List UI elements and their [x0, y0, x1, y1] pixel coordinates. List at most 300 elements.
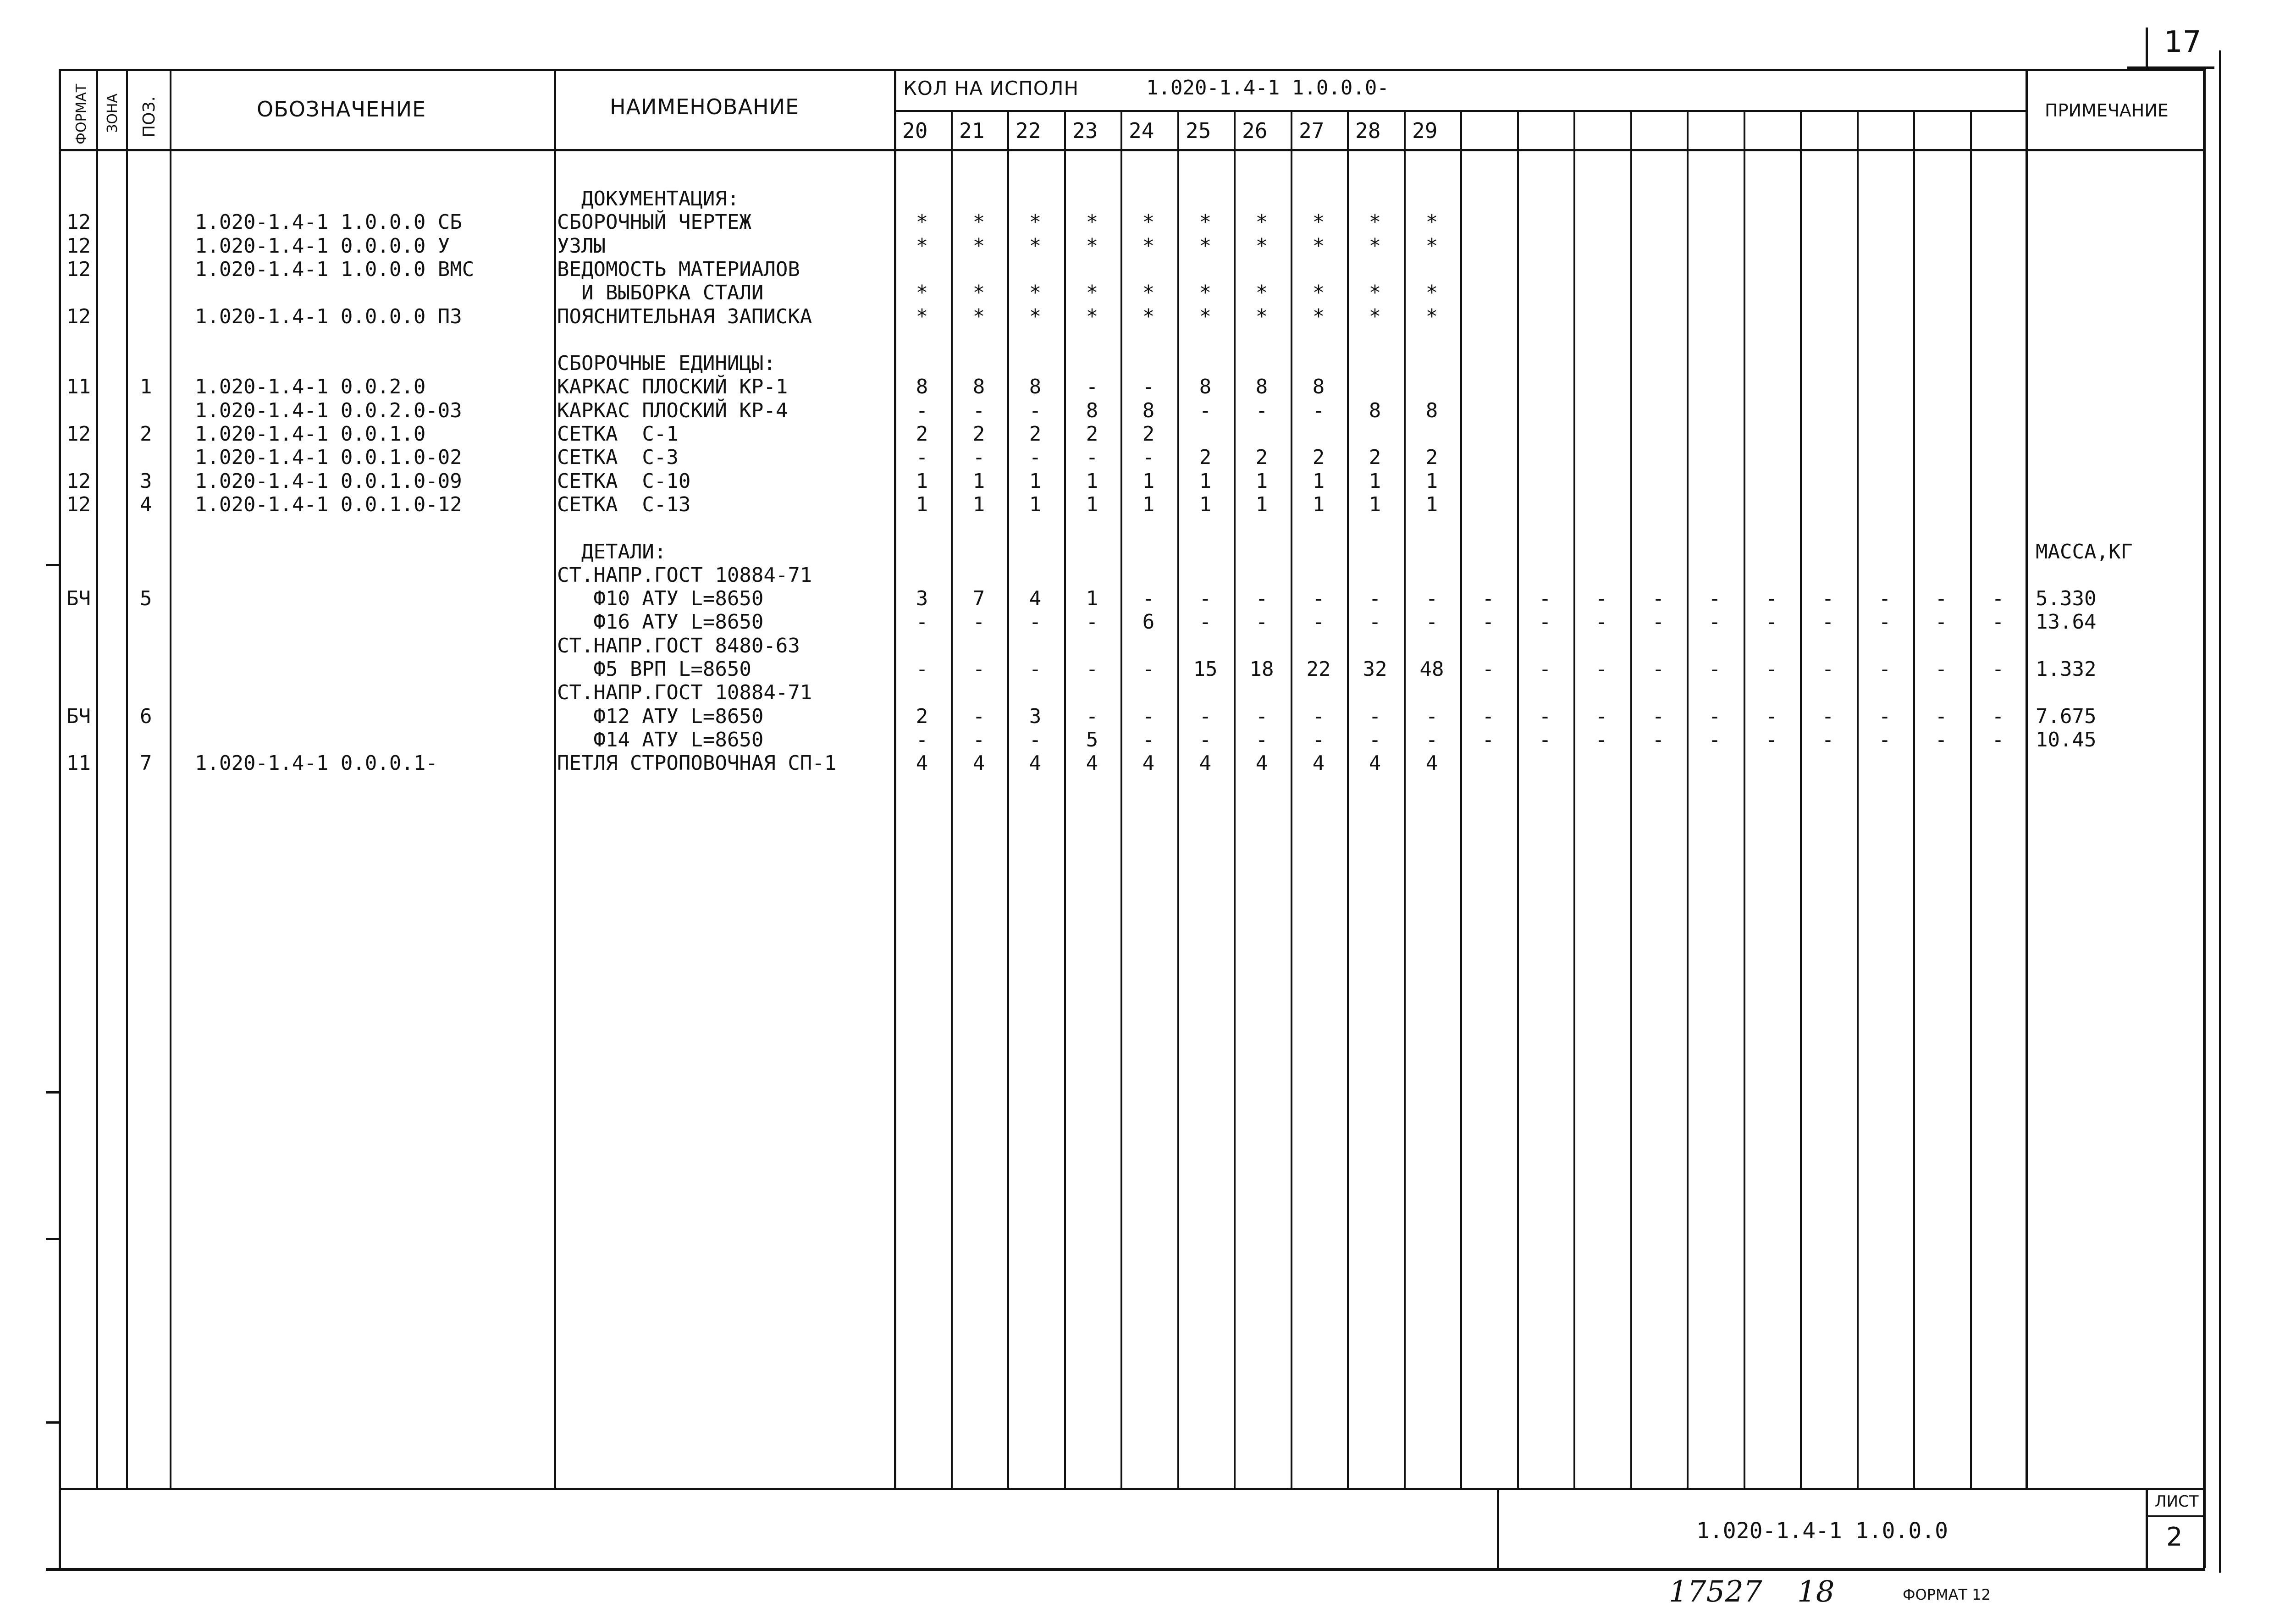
row-note: 13.64	[2036, 610, 2097, 634]
row-qty-cell: -	[1086, 705, 1098, 728]
row-qty-cell: -	[1595, 705, 1608, 728]
row-qty-cell: *	[1199, 305, 1212, 328]
row-name: Ф10 АТУ L=8650	[557, 587, 764, 610]
row-qty-cell: *	[1086, 234, 1098, 258]
row-qty-cell: -	[1992, 728, 2004, 751]
row-name: ПОЯСНИТЕЛЬНАЯ ЗАПИСКА	[557, 305, 812, 328]
row-name: СБОРОЧНЫЕ ЕДИНИЦЫ:	[557, 352, 776, 375]
row-position: 1	[140, 375, 152, 398]
row-qty-cell: -	[1029, 446, 1042, 469]
row-note: 1.332	[2036, 657, 2097, 681]
row-qty-cell: -	[1821, 657, 1834, 681]
handwritten-sheet-number: 18	[1797, 1575, 1835, 1609]
row-name: И ВЫБОРКА СТАЛИ	[557, 281, 764, 304]
row-name: СТ.НАПР.ГОСТ 10884-71	[557, 563, 812, 587]
row-qty-cell: 8	[1312, 375, 1325, 398]
row-qty-cell: 1	[1425, 493, 1438, 516]
col-header-qty-code: 1.020-1.4-1 1.0.0.0-	[1146, 76, 1389, 99]
row-position: 7	[140, 751, 152, 775]
row-format: 12	[66, 470, 91, 493]
row-designation: 1.020-1.4-1 0.0.1.0-12	[195, 493, 462, 516]
row-note: 5.330	[2036, 587, 2097, 610]
row-qty-cell: -	[1199, 728, 1212, 751]
variant-header: 23	[1072, 118, 1098, 143]
row-format: 12	[66, 422, 91, 446]
row-qty-cell: 7	[972, 587, 985, 610]
row-qty-cell: 8	[1199, 375, 1212, 398]
col-header-designation: ОБОЗНАЧЕНИЕ	[257, 97, 426, 122]
row-qty-cell: *	[1255, 281, 1268, 304]
row-qty-cell: *	[916, 305, 928, 328]
row-qty-cell: -	[1199, 705, 1212, 728]
qty-col-line	[1630, 110, 1632, 1488]
row-qty-cell: 1	[916, 470, 928, 493]
row-qty-cell: -	[1935, 705, 1948, 728]
row-qty-cell: -	[1935, 610, 1948, 634]
row-qty-cell: *	[1369, 305, 1381, 328]
row-qty-cell: 8	[972, 375, 985, 398]
row-qty-cell: -	[916, 657, 928, 681]
row-format: БЧ	[66, 705, 91, 728]
row-qty-cell: -	[1935, 587, 1948, 610]
row-name: СЕТКА С-13	[557, 493, 691, 516]
row-qty-cell: 1	[972, 493, 985, 516]
margin-tick	[46, 564, 60, 566]
qty-col-line	[1744, 110, 1745, 1488]
qty-col-line	[1404, 110, 1406, 1488]
page-number: 17	[2164, 25, 2202, 59]
row-qty-cell: -	[1482, 610, 1495, 634]
row-qty-cell: -	[1878, 657, 1891, 681]
row-qty-cell: -	[1539, 728, 1551, 751]
row-format: 12	[66, 493, 91, 516]
row-qty-cell: 1	[972, 470, 985, 493]
row-qty-cell: -	[1029, 399, 1042, 422]
sheet-label: ЛИСТ	[2155, 1492, 2199, 1511]
row-qty-cell: -	[1992, 705, 2004, 728]
row-qty-cell: -	[916, 728, 928, 751]
row-format: 12	[66, 210, 91, 234]
row-qty-cell: *	[1199, 234, 1212, 258]
row-qty-cell: -	[1539, 587, 1551, 610]
row-qty-cell: 4	[1199, 751, 1212, 775]
variant-header: 25	[1186, 118, 1211, 143]
header-bottom	[60, 149, 2205, 151]
row-qty-cell: *	[1029, 210, 1042, 234]
row-qty-cell: 1	[1369, 470, 1381, 493]
row-qty-cell: 1	[1199, 493, 1212, 516]
col-sep-zone	[126, 69, 128, 1488]
row-qty-cell: -	[916, 399, 928, 422]
row-qty-cell: -	[972, 657, 985, 681]
row-qty-cell: 8	[1369, 399, 1381, 422]
qty-col-line	[1857, 110, 1859, 1488]
col-header-name: НАИМЕНОВАНИЕ	[610, 94, 800, 119]
row-qty-cell: -	[1255, 610, 1268, 634]
row-qty-cell: 1	[1255, 470, 1268, 493]
row-qty-cell: -	[1652, 728, 1665, 751]
row-qty-cell: -	[1708, 657, 1721, 681]
qty-col-line	[1970, 110, 1972, 1488]
row-qty-cell: *	[1255, 305, 1268, 328]
row-qty-cell: *	[1142, 210, 1155, 234]
row-qty-cell: 8	[1029, 375, 1042, 398]
row-qty-cell: 1	[1255, 493, 1268, 516]
row-qty-cell: -	[1482, 705, 1495, 728]
row-qty-cell: *	[1142, 305, 1155, 328]
row-qty-cell: *	[916, 234, 928, 258]
row-qty-cell: 4	[1369, 751, 1381, 775]
row-qty-cell: *	[1142, 281, 1155, 304]
row-qty-cell: *	[1086, 210, 1098, 234]
row-qty-cell: *	[972, 305, 985, 328]
col-sep-note	[2026, 69, 2028, 1488]
row-qty-cell: *	[1425, 210, 1438, 234]
row-qty-cell: -	[1708, 705, 1721, 728]
row-qty-cell: -	[1142, 728, 1155, 751]
row-name: Ф16 АТУ L=8650	[557, 610, 764, 634]
row-format: БЧ	[66, 587, 91, 610]
page-number-left-tick	[2146, 28, 2148, 66]
row-qty-cell: 2	[1199, 446, 1212, 469]
row-designation: 1.020-1.4-1 0.0.1.0-02	[195, 446, 462, 469]
row-name: СТ.НАПР.ГОСТ 8480-63	[557, 634, 800, 657]
row-qty-cell: 8	[1425, 399, 1438, 422]
row-qty-cell: 4	[1142, 751, 1155, 775]
col-sep-pos	[170, 69, 171, 1488]
variant-header: 22	[1016, 118, 1041, 143]
col-sep-format	[96, 69, 98, 1488]
frame-bottom	[46, 1568, 2205, 1571]
row-qty-cell: 2	[1142, 422, 1155, 446]
qty-col-line	[1347, 110, 1349, 1488]
row-qty-cell: *	[1369, 210, 1381, 234]
row-qty-cell: -	[1765, 705, 1778, 728]
row-qty-cell: -	[1425, 587, 1438, 610]
row-qty-cell: -	[1992, 587, 2004, 610]
row-qty-cell: 4	[1425, 751, 1438, 775]
col-header-pos: ПОЗ.	[140, 96, 159, 138]
row-qty-cell: -	[1029, 610, 1042, 634]
row-qty-cell: *	[1312, 210, 1325, 234]
qty-col-line	[1291, 110, 1292, 1488]
row-qty-cell: *	[1199, 281, 1212, 304]
sheet-number: 2	[2166, 1522, 2183, 1552]
row-qty-cell: 4	[1029, 751, 1042, 775]
row-qty-cell: -	[1199, 587, 1212, 610]
row-qty-cell: -	[1821, 728, 1834, 751]
margin-tick	[46, 1091, 60, 1094]
row-name: СБОРОЧНЫЙ ЧЕРТЕЖ	[557, 210, 751, 234]
row-qty-cell: 4	[972, 751, 985, 775]
row-qty-cell: 4	[1255, 751, 1268, 775]
variant-header: 21	[959, 118, 985, 143]
row-designation: 1.020-1.4-1 0.0.1.0	[195, 422, 426, 446]
row-note: 10.45	[2036, 728, 2097, 751]
row-qty-cell: 4	[1086, 751, 1098, 775]
row-qty-cell: *	[916, 210, 928, 234]
row-qty-cell: *	[1369, 281, 1381, 304]
row-qty-cell: -	[1482, 728, 1495, 751]
row-qty-cell: -	[972, 610, 985, 634]
row-qty-cell: -	[1765, 610, 1778, 634]
frame-right	[2203, 69, 2206, 1568]
row-qty-cell: *	[972, 281, 985, 304]
row-qty-cell: 3	[1029, 705, 1042, 728]
row-qty-cell: -	[1142, 375, 1155, 398]
row-qty-cell: -	[1935, 657, 1948, 681]
row-qty-cell: -	[1312, 399, 1325, 422]
sheet-box-mid	[2146, 1515, 2205, 1517]
row-position: 2	[140, 422, 152, 446]
qty-col-line	[1234, 110, 1236, 1488]
row-qty-cell: *	[1086, 305, 1098, 328]
row-name: СЕТКА С-10	[557, 470, 691, 493]
row-name: Ф12 АТУ L=8650	[557, 705, 764, 728]
col-header-format: ФОРМАТ	[73, 83, 89, 144]
variant-header: 24	[1129, 118, 1154, 143]
row-qty-cell: 1	[1312, 493, 1325, 516]
row-qty-cell: 1	[1312, 470, 1325, 493]
row-qty-cell: 8	[916, 375, 928, 398]
row-qty-cell: *	[972, 210, 985, 234]
row-qty-cell: -	[1652, 610, 1665, 634]
row-qty-cell: -	[1708, 587, 1721, 610]
row-qty-cell: *	[1029, 234, 1042, 258]
row-qty-cell: -	[1199, 399, 1212, 422]
row-qty-cell: -	[1312, 705, 1325, 728]
title-block-divider	[1497, 1488, 1499, 1570]
row-qty-cell: -	[1255, 728, 1268, 751]
row-qty-cell: -	[1482, 587, 1495, 610]
row-qty-cell: *	[1029, 305, 1042, 328]
row-qty-cell: 1	[1425, 470, 1438, 493]
row-qty-cell: 1	[1369, 493, 1381, 516]
row-qty-cell: -	[1482, 657, 1495, 681]
row-designation: 1.020-1.4-1 0.0.2.0	[195, 375, 426, 398]
row-qty-cell: -	[1425, 610, 1438, 634]
row-qty-cell: 1	[1142, 493, 1155, 516]
row-qty-cell: -	[1029, 657, 1042, 681]
row-designation: 1.020-1.4-1 1.0.0.0 ВМС	[195, 258, 475, 281]
row-qty-cell: -	[1708, 728, 1721, 751]
row-qty-cell: 8	[1255, 375, 1268, 398]
row-qty-cell: 2	[1369, 446, 1381, 469]
row-qty-cell: -	[1878, 705, 1891, 728]
row-qty-cell: *	[1425, 234, 1438, 258]
row-qty-cell: 1	[1029, 493, 1042, 516]
col-sep-designation	[554, 69, 556, 1488]
row-format: 12	[66, 305, 91, 328]
variant-header: 29	[1412, 118, 1438, 143]
qty-col-line	[1517, 110, 1519, 1488]
qty-col-line	[951, 110, 953, 1488]
row-qty-cell: -	[1086, 446, 1098, 469]
row-qty-cell: *	[1255, 234, 1268, 258]
row-qty-cell: 4	[1312, 751, 1325, 775]
row-qty-cell: -	[1312, 587, 1325, 610]
row-qty-cell: -	[1652, 657, 1665, 681]
row-qty-cell: -	[1595, 657, 1608, 681]
row-designation: 1.020-1.4-1 0.0.0.0 ПЗ	[195, 305, 462, 328]
row-qty-cell: -	[916, 610, 928, 634]
row-qty-cell: *	[1199, 210, 1212, 234]
row-qty-cell: -	[1425, 728, 1438, 751]
qty-col-line	[1007, 110, 1009, 1488]
row-qty-cell: *	[1255, 210, 1268, 234]
row-qty-cell: -	[1652, 705, 1665, 728]
row-qty-cell: -	[1539, 610, 1551, 634]
row-qty-cell: 2	[972, 422, 985, 446]
row-qty-cell: 1	[1086, 587, 1098, 610]
row-format: 11	[66, 751, 91, 775]
row-name: ДЕТАЛИ:	[557, 540, 667, 563]
row-qty-cell: 2	[1425, 446, 1438, 469]
row-qty-cell: -	[1595, 728, 1608, 751]
row-qty-cell: 1	[1086, 470, 1098, 493]
row-qty-cell: 6	[1142, 610, 1155, 634]
row-qty-cell: 2	[1312, 446, 1325, 469]
sheet-box-left	[2146, 1488, 2148, 1570]
row-qty-cell: -	[1029, 728, 1042, 751]
row-name: СТ.НАПР.ГОСТ 10884-71	[557, 681, 812, 704]
row-qty-cell: -	[1255, 705, 1268, 728]
row-qty-cell: 1	[1142, 470, 1155, 493]
qty-col-line	[1120, 110, 1122, 1488]
row-position: 6	[140, 705, 152, 728]
row-position: 3	[140, 470, 152, 493]
row-qty-cell: 22	[1306, 657, 1331, 681]
qty-col-line	[1573, 110, 1575, 1488]
row-qty-cell: -	[1539, 657, 1551, 681]
row-qty-cell: -	[1425, 705, 1438, 728]
row-note: 7.675	[2036, 705, 2097, 728]
row-qty-cell: -	[972, 705, 985, 728]
row-qty-cell: *	[1312, 305, 1325, 328]
variant-header: 26	[1242, 118, 1268, 143]
format-label: ФОРМАТ 12	[1903, 1586, 1991, 1603]
row-name: СЕТКА С-1	[557, 422, 679, 446]
row-qty-cell: -	[1595, 610, 1608, 634]
row-qty-cell: -	[1765, 587, 1778, 610]
row-qty-cell: *	[1425, 281, 1438, 304]
row-qty-cell: -	[1821, 587, 1834, 610]
row-format: 12	[66, 258, 91, 281]
row-qty-cell: 1	[1199, 470, 1212, 493]
row-note: МАССА,КГ	[2036, 540, 2133, 563]
row-qty-cell: *	[1029, 281, 1042, 304]
row-qty-cell: 5	[1086, 728, 1098, 751]
row-qty-cell: -	[1539, 705, 1551, 728]
row-name: КАРКАС ПЛОСКИЙ КР-4	[557, 399, 788, 422]
row-qty-cell: -	[1821, 705, 1834, 728]
variant-header: 20	[902, 118, 928, 143]
frame-right-outer	[2219, 50, 2221, 1573]
row-qty-cell: *	[1312, 234, 1325, 258]
row-qty-cell: 4	[916, 751, 928, 775]
row-qty-cell: 48	[1419, 657, 1444, 681]
row-qty-cell: -	[1765, 657, 1778, 681]
row-qty-cell: 2	[1255, 446, 1268, 469]
qty-col-line	[1687, 110, 1689, 1488]
margin-tick	[46, 1421, 60, 1424]
row-qty-cell: *	[1086, 281, 1098, 304]
row-position: 4	[140, 493, 152, 516]
row-format: 12	[66, 234, 91, 258]
handwritten-archive-number: 17527	[1669, 1575, 1762, 1609]
row-name: ВЕДОМОСТЬ МАТЕРИАЛОВ	[557, 258, 800, 281]
row-qty-cell: 2	[1086, 422, 1098, 446]
row-qty-cell: -	[1086, 610, 1098, 634]
row-qty-cell: *	[1425, 305, 1438, 328]
row-qty-cell: -	[1086, 375, 1098, 398]
row-qty-cell: -	[1255, 399, 1268, 422]
row-qty-cell: -	[1142, 657, 1155, 681]
qty-col-line	[1800, 110, 1802, 1488]
row-qty-cell: -	[1255, 587, 1268, 610]
row-name: СЕТКА С-3	[557, 446, 679, 469]
row-qty-cell: -	[1086, 657, 1098, 681]
row-qty-cell: -	[1992, 657, 2004, 681]
row-qty-cell: -	[1878, 610, 1891, 634]
row-qty-cell: 15	[1193, 657, 1218, 681]
table-bottom	[60, 1488, 2205, 1490]
row-format: 11	[66, 375, 91, 398]
row-qty-cell: -	[1935, 728, 1948, 751]
row-qty-cell: -	[1369, 587, 1381, 610]
row-qty-cell: 8	[1086, 399, 1098, 422]
row-name: Ф14 АТУ L=8650	[557, 728, 764, 751]
row-qty-cell: 4	[1029, 587, 1042, 610]
title-doc-code: 1.020-1.4-1 1.0.0.0	[1696, 1518, 1948, 1544]
row-designation: 1.020-1.4-1 1.0.0.0 СБ	[195, 210, 462, 234]
row-name: УЗЛЫ	[557, 234, 606, 258]
qty-col-line	[1460, 110, 1462, 1488]
row-qty-cell: 2	[916, 422, 928, 446]
row-qty-cell: -	[1708, 610, 1721, 634]
row-qty-cell: -	[1312, 610, 1325, 634]
row-qty-cell: *	[1142, 234, 1155, 258]
row-qty-cell: 2	[1029, 422, 1042, 446]
row-qty-cell: -	[1142, 705, 1155, 728]
row-qty-cell: 2	[916, 705, 928, 728]
frame-top	[60, 69, 2205, 71]
row-qty-cell: *	[916, 281, 928, 304]
row-qty-cell: -	[972, 728, 985, 751]
row-qty-cell: -	[972, 399, 985, 422]
row-qty-cell: -	[1992, 610, 2004, 634]
frame-left	[59, 69, 61, 1568]
row-qty-cell: -	[1369, 610, 1381, 634]
col-sep-name	[894, 69, 896, 1488]
row-qty-cell: -	[916, 446, 928, 469]
col-header-note: ПРИМЕЧАНИЕ	[2045, 100, 2169, 121]
row-qty-cell: -	[1312, 728, 1325, 751]
row-name: КАРКАС ПЛОСКИЙ КР-1	[557, 375, 788, 398]
qty-col-line	[1177, 110, 1179, 1488]
row-qty-cell: -	[1878, 728, 1891, 751]
row-qty-cell: 3	[916, 587, 928, 610]
row-qty-cell: *	[1312, 281, 1325, 304]
row-qty-cell: 1	[916, 493, 928, 516]
row-qty-cell: 1	[1086, 493, 1098, 516]
row-designation: 1.020-1.4-1 0.0.0.1-	[195, 751, 438, 775]
row-qty-cell: -	[1142, 446, 1155, 469]
row-qty-cell: 18	[1249, 657, 1274, 681]
row-qty-cell: -	[1652, 587, 1665, 610]
row-position: 5	[140, 587, 152, 610]
qty-col-line	[1064, 110, 1066, 1488]
